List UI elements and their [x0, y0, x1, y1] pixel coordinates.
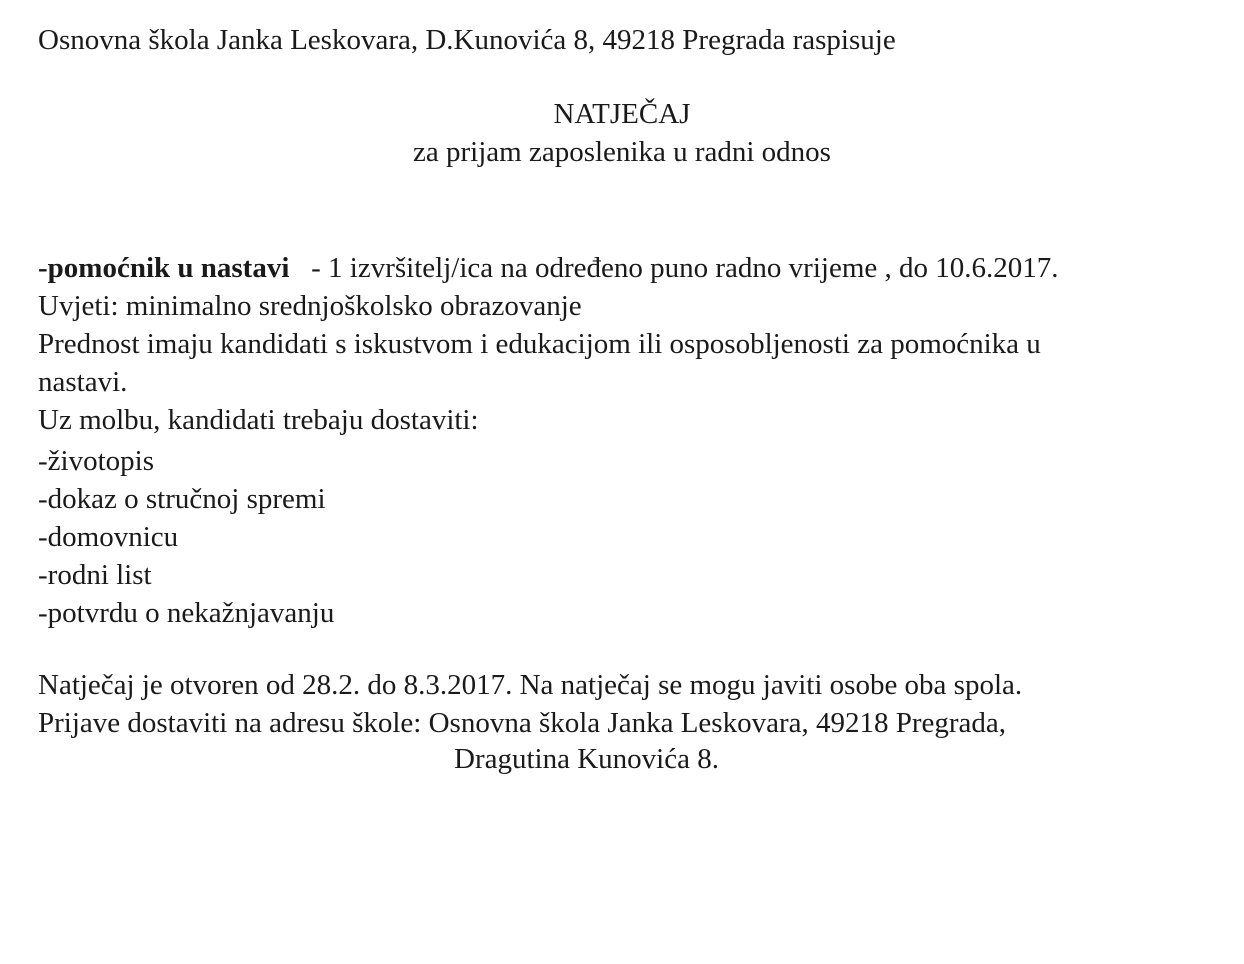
open-period-line: Natječaj je otvoren od 28.2. do 8.3.2017. Na natječaj se mogu javiti osobe oba spola.	[38, 669, 1023, 701]
position-line	[38, 250, 1059, 286]
document-item: -rodni list	[38, 559, 152, 591]
conditions-line: Uvjeti: minimalno srednjoškolsko obrazovanje	[38, 290, 582, 322]
advantage-line-1: Prednost imaju kandidati s iskustvom i edukacijom ili osposobljenosti za pomoćnika u	[38, 328, 1041, 360]
position-name: -pomoćnik u nastavi	[38, 252, 290, 284]
advantage-line-2: nastavi.	[38, 366, 128, 398]
intro-line: Osnovna škola Janka Leskovara, D.Kunovića 8, 49218 Pregrada raspisuje	[38, 24, 896, 56]
documents-intro: Uz molbu, kandidati trebaju dostaviti:	[38, 404, 479, 436]
document-item: -dokaz o stručnoj spremi	[38, 483, 326, 515]
document-item: -potvrdu o nekažnjavanju	[38, 597, 335, 629]
document-item: -životopis	[38, 445, 154, 477]
notice-heading: NATJEČAJ	[553, 98, 691, 130]
document-item: -domovnicu	[38, 521, 179, 553]
notice-subheading: za prijam zaposlenika u radni odnos	[413, 136, 831, 168]
address-line-1: Prijave dostaviti na adresu škole: Osnovna škola Janka Leskovara, 49218 Pregrada,	[38, 707, 1007, 739]
position-details: - 1 izvršitelj/ica na određeno puno radno vrijeme , do 10.6.2017.	[311, 252, 1059, 284]
address-line-2: Dragutina Kunovića 8.	[454, 743, 719, 775]
